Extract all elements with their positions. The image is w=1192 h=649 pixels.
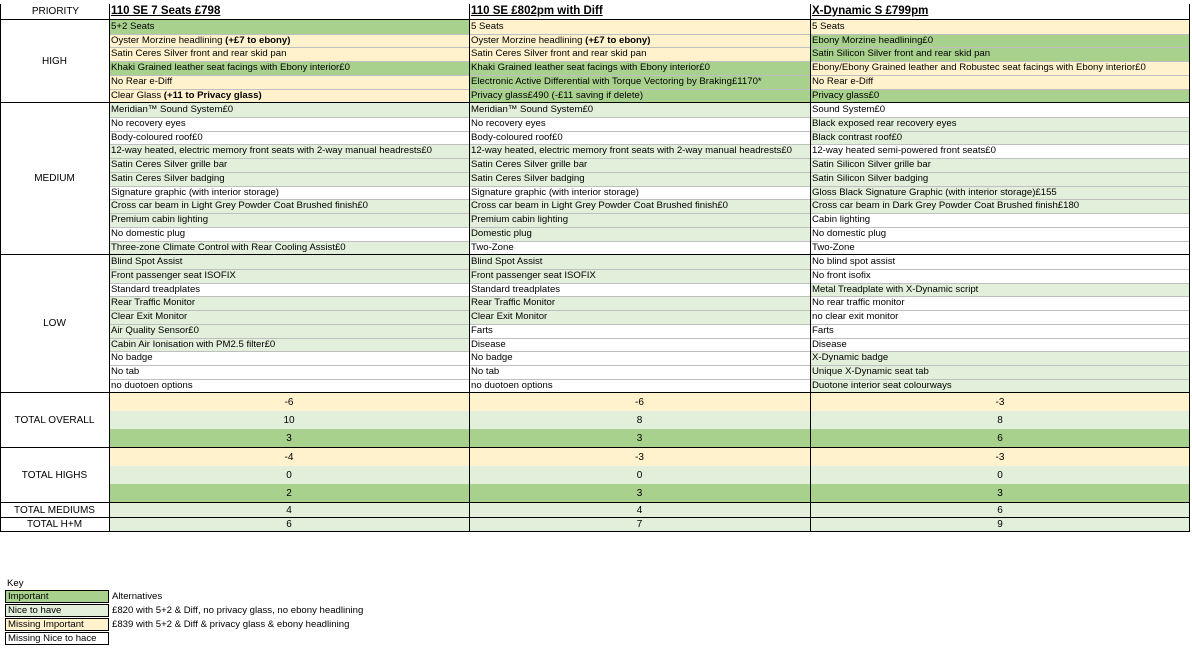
feature-cell xyxy=(810,269,1190,283)
row-divider xyxy=(469,296,810,297)
row-divider xyxy=(109,227,469,228)
total-value: 0 xyxy=(810,466,1190,485)
row-divider xyxy=(469,158,810,159)
feature-text: No domestic plug xyxy=(812,227,887,239)
row-divider xyxy=(810,199,1190,200)
feature-text: Three-zone Climate Control with Rear Cooling Assist£0 xyxy=(111,241,346,253)
key-item-missing-nice: Missing Nice to hace xyxy=(5,632,109,645)
total-value: -3 xyxy=(810,393,1190,412)
feature-text: No tab xyxy=(471,366,500,377)
row-divider xyxy=(810,338,1190,339)
feature-text: Rear Traffic Monitor xyxy=(111,297,196,309)
feature-cell xyxy=(109,131,469,145)
feature-cell xyxy=(469,186,810,200)
row-divider xyxy=(810,379,1190,380)
feature-cell xyxy=(810,20,1190,34)
row-divider xyxy=(810,351,1190,352)
total-value: 6 xyxy=(810,429,1190,448)
feature-text: Cabin Air Ionisation with PM2.5 filter£0 xyxy=(111,338,276,350)
row-divider xyxy=(810,324,1190,325)
alternative-2: £839 with 5+2 & Diff & privacy glass & ebony headlining xyxy=(112,619,350,630)
feature-cell xyxy=(109,351,469,365)
feature-cell xyxy=(810,47,1190,61)
feature-text: Satin Ceres Silver badging xyxy=(111,172,225,184)
feature-cell xyxy=(469,117,810,131)
row-divider xyxy=(469,241,810,242)
feature-cell xyxy=(810,324,1190,338)
feature-cell xyxy=(469,89,810,103)
feature-cell xyxy=(810,89,1190,103)
row-divider xyxy=(810,213,1190,214)
feature-cell xyxy=(469,172,810,186)
total-value: 4 xyxy=(469,503,810,517)
feature-text: 5+2 Seats xyxy=(111,21,155,32)
feature-text: 12-way heated, electric memory front seats with 2-way manual headrests£0 xyxy=(471,145,793,157)
feature-cell xyxy=(469,310,810,324)
feature-text: Front passenger seat ISOFIX xyxy=(471,269,596,281)
row-divider xyxy=(810,186,1190,187)
row-divider xyxy=(810,89,1190,90)
feature-text: Sound System£0 xyxy=(812,104,886,116)
feature-text: Front passenger seat ISOFIX xyxy=(111,269,236,281)
feature-cell xyxy=(109,269,469,283)
feature-text: No blind spot assist xyxy=(812,256,896,268)
feature-text: No front isofix xyxy=(812,269,871,281)
feature-cell xyxy=(469,213,810,227)
feature-text: No tab xyxy=(111,366,140,377)
row-divider xyxy=(109,158,469,159)
section-divider xyxy=(0,392,1190,393)
section-divider xyxy=(0,254,1190,255)
feature-cell xyxy=(109,186,469,200)
feature-text: Rear Traffic Monitor xyxy=(471,297,556,309)
total-value: 6 xyxy=(109,518,469,532)
feature-cell xyxy=(810,61,1190,75)
feature-cell xyxy=(109,20,469,34)
row-divider xyxy=(109,365,469,366)
feature-text: No Rear e-Diff xyxy=(812,75,874,87)
row-divider xyxy=(109,351,469,352)
row-divider xyxy=(109,47,469,48)
feature-text: 5 Seats xyxy=(471,21,504,32)
row-divider xyxy=(810,172,1190,173)
feature-text: Farts xyxy=(471,324,493,336)
row-divider xyxy=(469,131,810,132)
total-value: 3 xyxy=(469,429,810,448)
total-value: -3 xyxy=(810,448,1190,467)
row-divider xyxy=(469,47,810,48)
feature-cell xyxy=(810,365,1190,379)
feature-cell xyxy=(810,241,1190,255)
key-item-important: Important xyxy=(5,590,109,603)
feature-text: Body-coloured roof£0 xyxy=(471,131,563,143)
row-divider xyxy=(109,283,469,284)
feature-cell xyxy=(810,75,1190,89)
total-value: 4 xyxy=(109,503,469,517)
feature-cell xyxy=(469,158,810,172)
row-divider xyxy=(469,199,810,200)
feature-cell xyxy=(810,103,1190,117)
feature-cell xyxy=(109,255,469,269)
feature-text: Blind Spot Assist xyxy=(471,256,543,268)
feature-cell xyxy=(469,351,810,365)
feature-text: 12-way heated, electric memory front seats with 2-way manual headrests£0 xyxy=(111,145,433,157)
feature-text: Disease xyxy=(471,338,506,350)
total-value: 2 xyxy=(109,484,469,503)
row-divider xyxy=(810,144,1190,145)
row-divider xyxy=(109,213,469,214)
row-divider xyxy=(469,351,810,352)
feature-cell xyxy=(810,117,1190,131)
feature-cell xyxy=(469,20,810,34)
section-divider xyxy=(0,102,1190,103)
feature-text: Air Quality Sensor£0 xyxy=(111,324,199,336)
feature-cell xyxy=(109,34,469,48)
total-value: 0 xyxy=(469,466,810,485)
row-divider xyxy=(109,117,469,118)
feature-text: Clear Exit Monitor xyxy=(111,311,188,323)
col-110se-diff-header: 110 SE £802pm with Diff xyxy=(471,5,603,17)
feature-cell xyxy=(469,379,810,393)
feature-cell xyxy=(810,338,1190,352)
row-divider xyxy=(469,117,810,118)
feature-text: Satin Silicon Silver grille bar xyxy=(812,159,931,171)
total-value: 0 xyxy=(109,466,469,485)
col-xdynamic-s-header: X-Dynamic S £799pm xyxy=(812,5,929,17)
feature-cell xyxy=(810,283,1190,297)
feature-text: Satin Silicon Silver badging xyxy=(812,172,929,184)
row-divider xyxy=(469,186,810,187)
feature-cell xyxy=(109,61,469,75)
row-divider xyxy=(810,158,1190,159)
row-divider xyxy=(469,338,810,339)
total-overall-label: TOTAL OVERALL xyxy=(14,414,95,426)
row-divider xyxy=(109,324,469,325)
feature-text: Two-Zone xyxy=(471,241,514,253)
feature-cell xyxy=(810,310,1190,324)
total-value: 8 xyxy=(469,411,810,430)
feature-text: Cabin lighting xyxy=(812,214,871,226)
feature-text: Ebony/Ebony Grained leather and Robustec seat facings with Ebony interior£0 xyxy=(812,62,1146,74)
feature-cell xyxy=(810,379,1190,393)
feature-text: Metal Treadplate with X-Dynamic script xyxy=(812,283,979,295)
row-divider xyxy=(109,172,469,173)
feature-text: Satin Ceres Silver badging xyxy=(471,172,585,184)
row-divider xyxy=(810,47,1190,48)
feature-cell xyxy=(109,379,469,393)
row-divider xyxy=(469,227,810,228)
feature-cell xyxy=(109,117,469,131)
row-divider xyxy=(469,324,810,325)
feature-text: Premium cabin lighting xyxy=(111,214,209,226)
row-divider xyxy=(469,283,810,284)
feature-text: Privacy glass£0 xyxy=(812,89,880,101)
key-item-nice-to-have: Nice to have xyxy=(5,604,109,617)
row-divider xyxy=(810,365,1190,366)
feature-cell xyxy=(469,255,810,269)
feature-bold-note: (+11 to Privacy glass) xyxy=(163,89,262,101)
feature-cell xyxy=(109,158,469,172)
feature-cell xyxy=(810,227,1190,241)
feature-text: Duotone interior seat colourways xyxy=(812,379,952,391)
column-divider xyxy=(469,4,470,532)
row-divider xyxy=(810,283,1190,284)
feature-text: Satin Silicon Silver front and rear skid pan xyxy=(812,48,991,60)
row-divider xyxy=(469,365,810,366)
total-value: 9 xyxy=(810,518,1190,532)
total-highs-label: TOTAL HIGHS xyxy=(21,469,88,481)
feature-cell xyxy=(469,199,810,213)
feature-text: Signature graphic (with interior storage) xyxy=(471,186,639,198)
feature-cell xyxy=(109,324,469,338)
row-divider xyxy=(109,131,469,132)
row-divider xyxy=(810,227,1190,228)
row-divider xyxy=(469,89,810,90)
total-mediums-label: TOTAL MEDIUMS xyxy=(14,504,95,516)
row-divider xyxy=(469,379,810,380)
feature-text: Clear Exit Monitor xyxy=(471,311,548,323)
total-value: -6 xyxy=(469,393,810,412)
feature-cell xyxy=(109,296,469,310)
feature-cell xyxy=(469,75,810,89)
row-divider xyxy=(109,186,469,187)
feature-cell xyxy=(109,103,469,117)
feature-text: Domestic plug xyxy=(471,227,532,239)
feature-cell xyxy=(109,89,469,103)
row-divider xyxy=(469,172,810,173)
feature-cell xyxy=(469,269,810,283)
feature-cell xyxy=(469,338,810,352)
feature-text: Standard treadplates xyxy=(111,283,201,295)
feature-cell xyxy=(810,144,1190,158)
feature-text: Satin Ceres Silver front and rear skid pan xyxy=(471,48,647,60)
row-divider xyxy=(109,144,469,145)
feature-text: 5 Seats xyxy=(812,21,845,32)
feature-text: Cross car beam in Light Grey Powder Coat Brushed finish£0 xyxy=(471,200,729,212)
feature-text: no duotoen options xyxy=(471,379,553,391)
row-divider xyxy=(469,144,810,145)
row-divider xyxy=(810,269,1190,270)
row-divider xyxy=(810,117,1190,118)
feature-text: Electronic Active Differential with Torque Vectoring by Braking£1170* xyxy=(471,75,762,87)
priority-header: PRIORITY xyxy=(31,6,80,17)
feature-cell xyxy=(810,131,1190,145)
priority-label-high: HIGH xyxy=(42,55,67,67)
row-divider xyxy=(469,61,810,62)
row-divider xyxy=(810,61,1190,62)
feature-text: Signature graphic (with interior storage) xyxy=(111,186,279,198)
feature-text: Unique X-Dynamic seat tab xyxy=(812,366,929,377)
row-divider xyxy=(109,199,469,200)
feature-cell xyxy=(109,365,469,379)
feature-cell xyxy=(109,75,469,89)
feature-text: Farts xyxy=(812,324,834,336)
feature-cell xyxy=(810,213,1190,227)
feature-text: No Rear e-Diff xyxy=(111,75,173,87)
feature-text: Standard treadplates xyxy=(471,283,561,295)
feature-text: No recovery eyes xyxy=(471,118,546,130)
row-divider xyxy=(109,75,469,76)
feature-cell xyxy=(469,131,810,145)
feature-text: Clear Glass xyxy=(111,89,164,101)
feature-cell xyxy=(810,186,1190,200)
feature-text: Privacy glass£490 (-£11 saving if delete) xyxy=(471,89,644,101)
key-title: Key xyxy=(7,578,24,589)
total-value: 3 xyxy=(810,484,1190,503)
row-divider xyxy=(109,241,469,242)
feature-cell xyxy=(469,61,810,75)
row-divider xyxy=(109,34,469,35)
row-divider xyxy=(469,269,810,270)
feature-text: Oyster Morzine headlining xyxy=(471,34,586,46)
row-divider xyxy=(109,61,469,62)
feature-text: Gloss Black Signature Graphic (with interior storage)£155 xyxy=(812,186,1057,198)
row-divider xyxy=(109,296,469,297)
key-item-missing-important: Missing Important xyxy=(5,618,109,631)
feature-cell xyxy=(109,227,469,241)
feature-text: X-Dynamic badge xyxy=(812,352,889,364)
feature-cell xyxy=(109,338,469,352)
feature-text: Khaki Grained leather seat facings with Ebony interior£0 xyxy=(471,62,710,74)
row-divider xyxy=(109,269,469,270)
row-divider xyxy=(810,34,1190,35)
feature-text: Meridian™ Sound System£0 xyxy=(111,104,234,116)
column-divider xyxy=(1189,4,1190,532)
feature-bold-note: (+£7 to ebony) xyxy=(585,34,651,46)
feature-text: Khaki Grained leather seat facings with Ebony interior£0 xyxy=(111,62,350,74)
feature-cell xyxy=(810,34,1190,48)
feature-cell xyxy=(109,310,469,324)
feature-text: No badge xyxy=(471,352,513,364)
section-divider xyxy=(0,517,1190,518)
row-divider xyxy=(810,241,1190,242)
feature-text: Two-Zone xyxy=(812,241,855,253)
row-divider xyxy=(469,75,810,76)
feature-text: Ebony Morzine headlining£0 xyxy=(812,34,934,46)
priority-label-medium: MEDIUM xyxy=(34,173,75,185)
total-value: 7 xyxy=(469,518,810,532)
row-divider xyxy=(810,75,1190,76)
feature-cell xyxy=(109,241,469,255)
feature-text: Satin Ceres Silver grille bar xyxy=(111,159,228,171)
feature-text: Premium cabin lighting xyxy=(471,214,569,226)
feature-cell xyxy=(810,172,1190,186)
feature-cell xyxy=(469,47,810,61)
feature-cell xyxy=(469,144,810,158)
feature-cell xyxy=(810,296,1190,310)
feature-text: 12-way heated semi-powered front seats£0 xyxy=(812,145,996,157)
feature-text: Disease xyxy=(812,338,847,350)
feature-cell xyxy=(109,172,469,186)
feature-text: no clear exit monitor xyxy=(812,311,899,323)
column-divider xyxy=(810,4,811,532)
feature-text: Satin Ceres Silver front and rear skid pan xyxy=(111,48,287,60)
feature-cell xyxy=(109,144,469,158)
feature-cell xyxy=(469,365,810,379)
feature-text: Black exposed rear recovery eyes xyxy=(812,118,957,130)
table-bottom xyxy=(0,531,1190,532)
feature-cell xyxy=(109,283,469,297)
row-divider xyxy=(469,34,810,35)
total-value: 8 xyxy=(810,411,1190,430)
total-value: 3 xyxy=(109,429,469,448)
feature-cell xyxy=(810,351,1190,365)
feature-cell xyxy=(109,213,469,227)
feature-cell xyxy=(810,158,1190,172)
feature-text: Satin Ceres Silver grille bar xyxy=(471,159,588,171)
feature-cell xyxy=(469,283,810,297)
feature-cell xyxy=(810,199,1190,213)
feature-text: Blind Spot Assist xyxy=(111,256,183,268)
feature-text: No badge xyxy=(111,352,153,364)
feature-cell xyxy=(469,227,810,241)
total-value: 3 xyxy=(469,484,810,503)
row-divider xyxy=(109,310,469,311)
feature-text: no duotoen options xyxy=(111,379,193,391)
total-value: -3 xyxy=(469,448,810,467)
priority-label-low: LOW xyxy=(43,318,66,330)
column-divider xyxy=(0,4,1,532)
feature-cell xyxy=(469,103,810,117)
alternatives-title: Alternatives xyxy=(112,591,163,602)
feature-text: Oyster Morzine headlining xyxy=(111,34,226,46)
feature-cell xyxy=(109,199,469,213)
feature-cell xyxy=(109,47,469,61)
feature-text: Black contrast roof£0 xyxy=(812,131,903,143)
feature-text: Cross car beam in Dark Grey Powder Coat Brushed finish£180 xyxy=(812,200,1080,212)
section-divider xyxy=(0,447,1190,448)
alternative-1: £820 with 5+2 & Diff, no privacy glass, no ebony headlining xyxy=(112,605,364,616)
feature-text: Body-coloured roof£0 xyxy=(111,131,203,143)
feature-cell xyxy=(469,34,810,48)
total-value: -4 xyxy=(109,448,469,467)
feature-cell xyxy=(469,324,810,338)
row-divider xyxy=(810,310,1190,311)
row-divider xyxy=(109,338,469,339)
total-hm-label: TOTAL H+M xyxy=(26,519,83,531)
header-divider xyxy=(0,19,1190,20)
feature-text: No domestic plug xyxy=(111,227,186,239)
row-divider xyxy=(109,89,469,90)
feature-text: Meridian™ Sound System£0 xyxy=(471,104,594,116)
feature-text: Cross car beam in Light Grey Powder Coat Brushed finish£0 xyxy=(111,200,369,212)
feature-cell xyxy=(810,255,1190,269)
section-divider xyxy=(0,502,1190,503)
feature-text: No rear traffic monitor xyxy=(812,297,905,309)
row-divider xyxy=(810,296,1190,297)
column-divider xyxy=(109,4,110,532)
total-value: 6 xyxy=(810,503,1190,517)
feature-cell xyxy=(469,296,810,310)
total-value: 10 xyxy=(109,411,469,430)
row-divider xyxy=(109,379,469,380)
col-110se-7seat-header: 110 SE 7 Seats £798 xyxy=(111,5,221,17)
feature-text: No recovery eyes xyxy=(111,118,186,130)
row-divider xyxy=(810,131,1190,132)
row-divider xyxy=(469,310,810,311)
feature-cell xyxy=(469,241,810,255)
total-value: -6 xyxy=(109,393,469,412)
row-divider xyxy=(469,213,810,214)
feature-bold-note: (+£7 to ebony) xyxy=(225,34,291,46)
